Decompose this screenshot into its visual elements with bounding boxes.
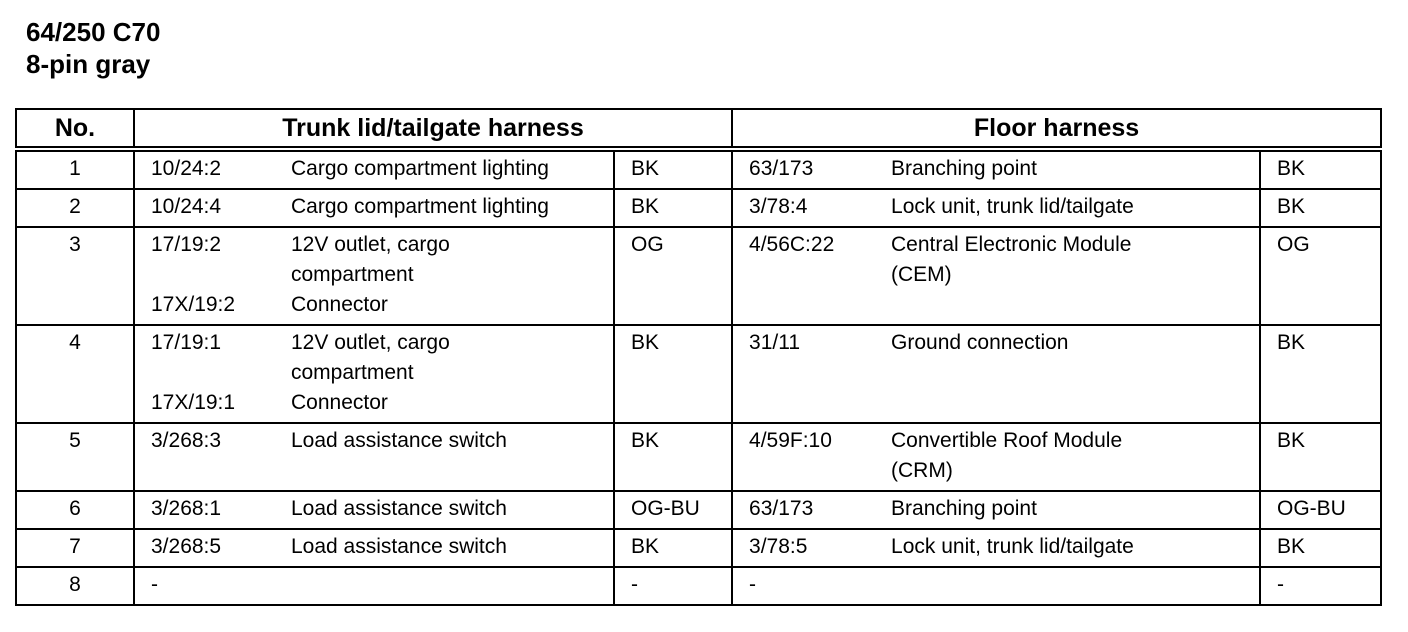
- trunk-component-code: 17X/19:1: [151, 391, 236, 414]
- floor-harness-cell: [732, 325, 1260, 423]
- floor-component-code: 63/173: [749, 157, 814, 180]
- trunk-wire-color-cell: -: [614, 567, 732, 605]
- trunk-description-line: 12V outlet, cargo: [291, 331, 450, 354]
- trunk-component-description: [291, 532, 613, 562]
- trunk-component-description: [291, 426, 613, 456]
- trunk-description-line: compartment: [291, 263, 414, 286]
- trunk-harness-cell: [134, 491, 614, 529]
- trunk-connection-entry: [151, 154, 613, 184]
- floor-wire-color-cell: BK: [1260, 423, 1381, 491]
- floor-harness-cell: [732, 227, 1260, 325]
- floor-wire-color-cell: BK: [1260, 149, 1381, 189]
- trunk-connection-entry: [151, 328, 613, 388]
- floor-component-description: [891, 154, 1259, 184]
- table-row: [16, 227, 1381, 325]
- pin-number-cell: 4: [16, 325, 134, 423]
- pin-number-cell: 3: [16, 227, 134, 325]
- pin-number-cell: 6: [16, 491, 134, 529]
- trunk-connection-entry: [151, 532, 613, 562]
- floor-connection-entry: [749, 532, 1259, 562]
- floor-wire-color-cell: OG-BU: [1260, 491, 1381, 529]
- pin-number-cell: 2: [16, 189, 134, 227]
- trunk-description-line: Load assistance switch: [291, 535, 507, 558]
- trunk-wire-color-cell: BK: [614, 149, 732, 189]
- trunk-connection-entry: [151, 290, 613, 320]
- floor-description-line: Lock unit, trunk lid/tailgate: [891, 535, 1134, 558]
- table-row: [16, 491, 1381, 529]
- floor-component-code: 3/78:5: [749, 535, 808, 558]
- column-header-floor-harness: Floor harness: [732, 109, 1381, 149]
- trunk-description-line: Load assistance switch: [291, 429, 507, 452]
- trunk-component-code: -: [151, 573, 158, 596]
- trunk-harness-cell: [134, 529, 614, 567]
- trunk-harness-cell: [134, 189, 614, 227]
- trunk-component-description: [291, 154, 613, 184]
- trunk-component-code: 17/19:1: [151, 331, 222, 354]
- floor-component-description: [891, 192, 1259, 222]
- table-row: [16, 189, 1381, 227]
- trunk-wire-color-cell: BK: [614, 325, 732, 423]
- trunk-connection-entry: [151, 192, 613, 222]
- floor-description-line: Lock unit, trunk lid/tailgate: [891, 195, 1134, 218]
- floor-wire-color-cell: BK: [1260, 529, 1381, 567]
- floor-description-line: Branching point: [891, 157, 1037, 180]
- table-row: [16, 567, 1381, 605]
- column-header-no: No.: [16, 109, 134, 149]
- table-header-row: [16, 109, 1381, 149]
- floor-component-code: 63/173: [749, 497, 814, 520]
- floor-component-code: -: [749, 573, 757, 596]
- trunk-connection-entry: [151, 494, 613, 524]
- pin-number-cell: 7: [16, 529, 134, 567]
- floor-description-line: (CEM): [891, 263, 952, 286]
- floor-description-line: Central Electronic Module: [891, 233, 1132, 256]
- trunk-connection-entry: [151, 230, 613, 290]
- trunk-component-code: 17X/19:2: [151, 293, 236, 316]
- floor-component-description: [891, 230, 1259, 290]
- trunk-wire-color-cell: BK: [614, 189, 732, 227]
- document-header: [26, 16, 160, 80]
- trunk-wire-color-cell: BK: [614, 529, 732, 567]
- trunk-description-line: 12V outlet, cargo: [291, 233, 450, 256]
- floor-wire-color-cell: OG: [1260, 227, 1381, 325]
- trunk-connection-entry: [151, 426, 613, 456]
- pin-number-cell: 8: [16, 567, 134, 605]
- trunk-harness-cell: [134, 325, 614, 423]
- trunk-component-description: [291, 328, 613, 388]
- floor-description-line: Branching point: [891, 497, 1037, 520]
- floor-description-line: Ground connection: [891, 331, 1069, 354]
- floor-connection-entry: [749, 494, 1259, 524]
- floor-connection-entry: [749, 328, 1259, 358]
- table-row: [16, 529, 1381, 567]
- floor-harness-cell: [732, 567, 1260, 605]
- wiring-table: [15, 108, 1382, 606]
- trunk-harness-cell: [134, 423, 614, 491]
- trunk-description-line: compartment: [291, 361, 414, 384]
- column-header-trunk-harness: Trunk lid/tailgate harness: [134, 109, 732, 149]
- trunk-component-code: 3/268:5: [151, 535, 222, 558]
- floor-connection-entry: [749, 154, 1259, 184]
- floor-component-description: [891, 426, 1259, 486]
- trunk-description-line: Cargo compartment lighting: [291, 195, 549, 218]
- trunk-component-description: [291, 570, 613, 600]
- trunk-connection-entry: [151, 388, 613, 418]
- trunk-connection-entry: [151, 570, 613, 600]
- floor-wire-color-cell: BK: [1260, 189, 1381, 227]
- floor-connection-entry: [749, 230, 1259, 290]
- trunk-harness-cell: [134, 567, 614, 605]
- trunk-description-line: Connector: [291, 391, 388, 414]
- table-row: [16, 325, 1381, 423]
- trunk-component-description: [291, 494, 613, 524]
- table-row: [16, 149, 1381, 189]
- floor-component-code: 4/56C:22: [749, 233, 835, 256]
- trunk-wire-color-cell: OG: [614, 227, 732, 325]
- trunk-harness-cell: [134, 149, 614, 189]
- trunk-description-line: Cargo compartment lighting: [291, 157, 549, 180]
- trunk-component-description: [291, 388, 613, 418]
- floor-connection-entry: [749, 192, 1259, 222]
- trunk-component-code: 3/268:1: [151, 497, 222, 520]
- floor-component-description: [891, 532, 1259, 562]
- floor-harness-cell: [732, 491, 1260, 529]
- pin-number-cell: 1: [16, 149, 134, 189]
- table-body: [16, 149, 1381, 605]
- floor-description-line: (CRM): [891, 459, 953, 482]
- trunk-wire-color-cell: OG-BU: [614, 491, 732, 529]
- trunk-component-description: [291, 290, 613, 320]
- floor-harness-cell: [732, 149, 1260, 189]
- pin-number-cell: 5: [16, 423, 134, 491]
- trunk-component-description: [291, 230, 613, 290]
- floor-description-line: Convertible Roof Module: [891, 429, 1123, 452]
- floor-connection-entry: [749, 426, 1259, 486]
- trunk-description-line: Connector: [291, 293, 388, 316]
- trunk-harness-cell: [134, 227, 614, 325]
- floor-harness-cell: [732, 189, 1260, 227]
- connector-subtitle: 8-pin gray: [26, 49, 151, 79]
- trunk-component-code: 3/268:3: [151, 429, 222, 452]
- floor-wire-color-cell: -: [1260, 567, 1381, 605]
- floor-component-description: [891, 328, 1259, 358]
- floor-harness-cell: [732, 529, 1260, 567]
- trunk-component-code: 10/24:4: [151, 195, 222, 218]
- trunk-description-line: Load assistance switch: [291, 497, 507, 520]
- floor-component-code: 31/11: [749, 331, 801, 354]
- trunk-wire-color-cell: BK: [614, 423, 732, 491]
- trunk-component-code: 17/19:2: [151, 233, 222, 256]
- floor-component-description: [891, 494, 1259, 524]
- floor-component-description: [891, 570, 1259, 600]
- table-row: [16, 423, 1381, 491]
- floor-connection-entry: [749, 570, 1259, 600]
- floor-wire-color-cell: BK: [1260, 325, 1381, 423]
- floor-harness-cell: [732, 423, 1260, 491]
- trunk-component-description: [291, 192, 613, 222]
- floor-component-code: 4/59F:10: [749, 429, 832, 452]
- connector-title: 64/250 C70: [26, 17, 161, 47]
- floor-component-code: 3/78:4: [749, 195, 808, 218]
- trunk-component-code: 10/24:2: [151, 157, 222, 180]
